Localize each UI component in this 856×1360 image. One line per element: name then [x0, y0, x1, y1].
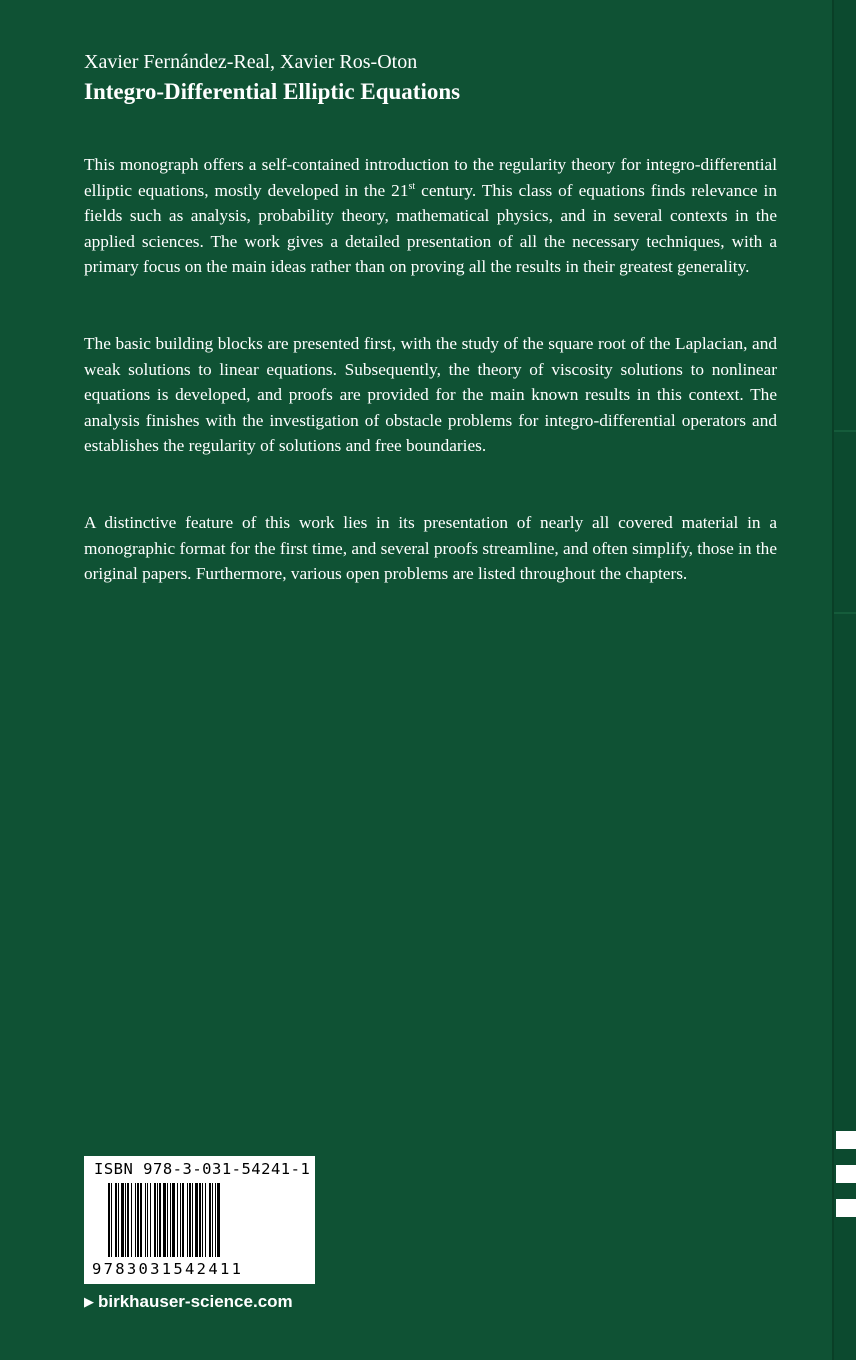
blurb-paragraph-1 [84, 152, 777, 280]
barcode-bars [108, 1183, 298, 1261]
ean-digits: 9783031542411 [92, 1260, 244, 1278]
spine-tick [834, 612, 856, 614]
spine-tick [834, 430, 856, 432]
blurb-paragraph-3: A distinctive feature of this work lies in its presentation of nearly all covered material in a monographic format for the first time, and several proofs streamline, and often simplify, those in the original papers. Furthermore, various open problems are listed throughout the chapters. [84, 513, 777, 583]
publisher-website[interactable] [84, 1291, 293, 1314]
isbn-label: ISBN 978-3-031-54241-1 [94, 1160, 311, 1178]
edge-marks [836, 1131, 856, 1233]
edge-mark [836, 1165, 856, 1183]
isbn-barcode [84, 1156, 315, 1284]
ordinal-superscript: st [408, 180, 416, 192]
blurb-paragraph-2: The basic building blocks are presented first, with the study of the square root of the Laplacian, and weak solutions to linear equations. Subsequently, the theory of viscosity solutions to nonlinear equations is developed, and proofs are provided for the main known results in this context. The analysis finishes with the investigation of obstacle problems for integro-differential operators and establishes the regularity of solutions and free boundaries. [84, 334, 777, 455]
book-title: Integro-Differential Elliptic Equations [84, 79, 461, 104]
book-authors: Xavier Fernández-Real, Xavier Ros-Oton [84, 51, 418, 73]
blurb-p1-text: This monograph offers a self-contained introduction to the regularity theory for integro-differential elliptic equations, mostly developed in the 21 [84, 155, 777, 200]
edge-mark [836, 1199, 856, 1217]
triangle-right-icon: ▶ [84, 1294, 94, 1309]
edge-mark [836, 1131, 856, 1149]
blurb-p1-text-cont: century. This class of equations finds relevance in fields such as analysis, probability theory, mathematical physics, and in several contexts in the applied sciences. The work gives a detailed presentation of all the necessary techniques, with a primary focus on the main ideas rather than on proving all the results in their greatest generality. [84, 180, 777, 276]
website-text: birkhauser-science.com [98, 1292, 293, 1311]
